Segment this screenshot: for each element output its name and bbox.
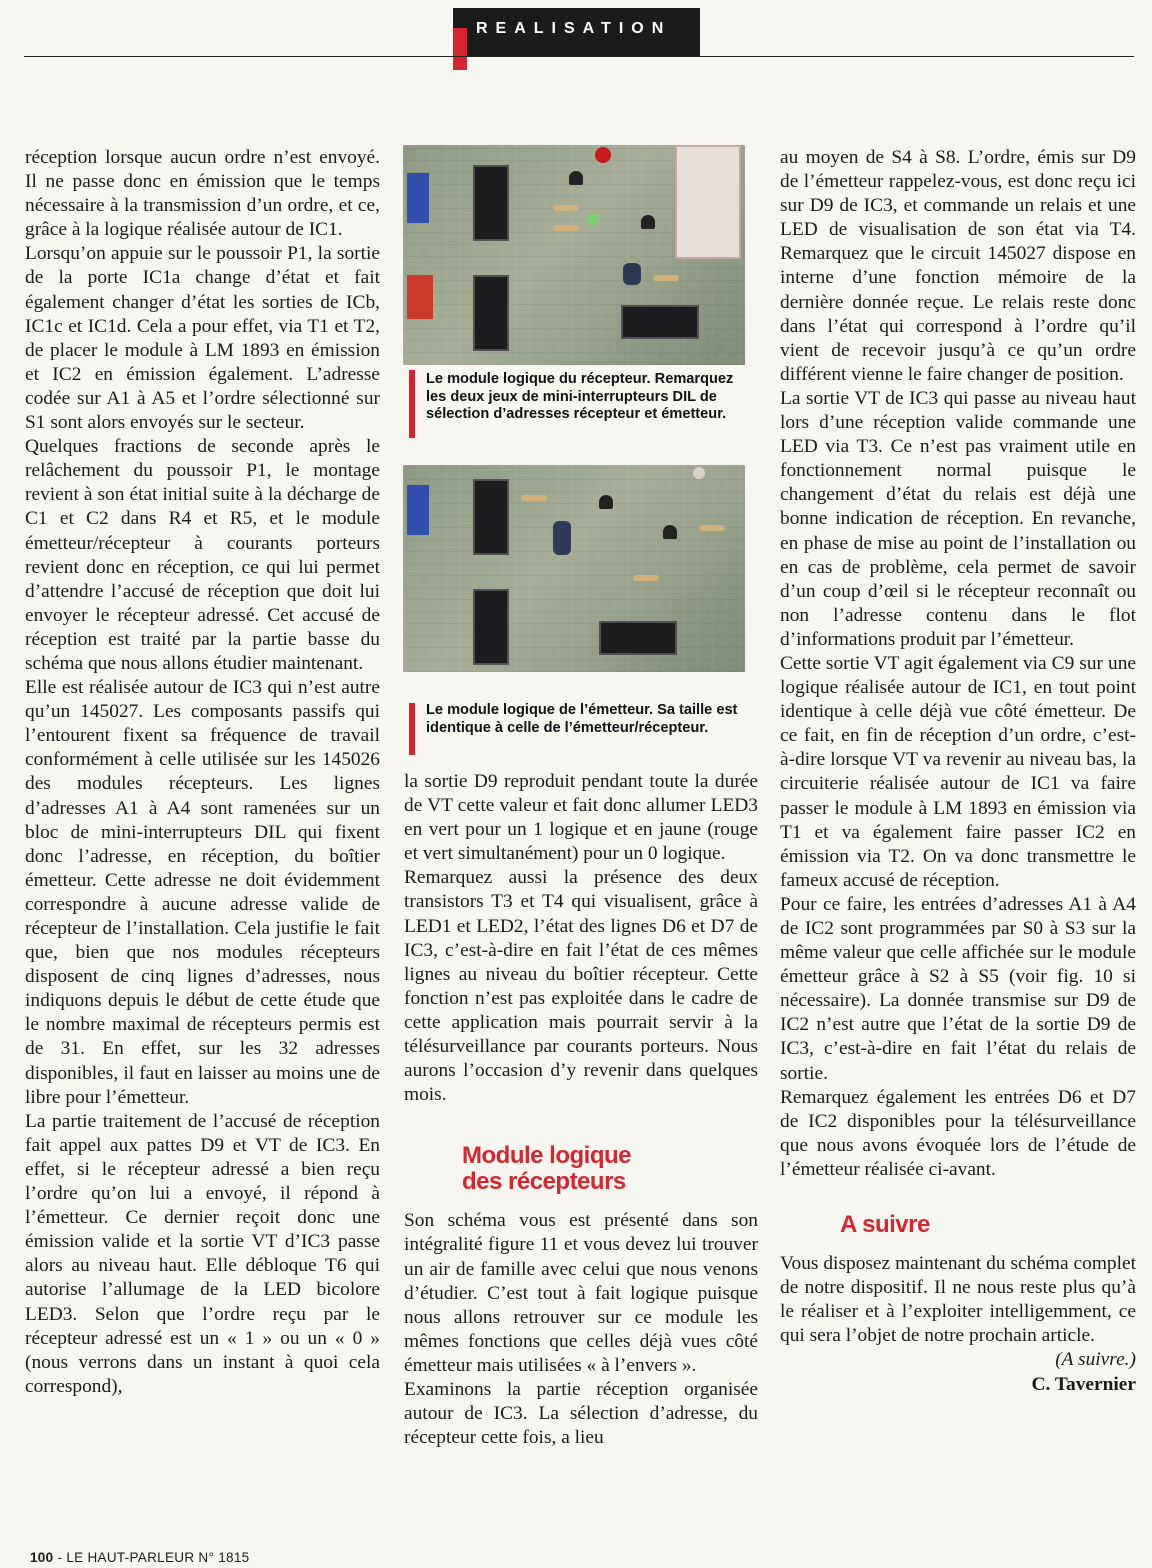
led xyxy=(693,467,705,479)
photo-receiver-logic-module xyxy=(403,145,745,365)
capacitor xyxy=(553,521,571,555)
transistor xyxy=(663,525,677,539)
transistor xyxy=(599,495,613,509)
transistor xyxy=(641,215,655,229)
to-be-continued: (A suivre.) xyxy=(1055,1349,1136,1371)
text-column-1 xyxy=(25,146,380,1399)
section-heading: A suivre xyxy=(840,1211,930,1239)
section-header-accent xyxy=(453,28,467,70)
paragraph: réception lorsque aucun ordre n’est envoyé. Il ne passe donc en émission que le temps nécessaire à la transmission d’un ordre, et ce, grâce à la logique réalisée autour de IC1. xyxy=(25,147,380,241)
header-rule xyxy=(24,56,1134,57)
text-column-2 xyxy=(404,770,758,1450)
resistor xyxy=(553,205,579,211)
ic-chip xyxy=(473,165,509,241)
photo-transmitter-logic-module xyxy=(403,465,745,672)
led-green xyxy=(587,213,599,225)
ic-chip xyxy=(473,275,509,351)
paragraph: Examinons la partie réception organisée autour de IC3. La sélection d’adresse, du récepteur cette fois, a lieu xyxy=(404,1378,758,1449)
text-column-3 xyxy=(780,146,1136,1397)
photo-caption-receiver: Le module logique du récepteur. Remarquez les deux jeux de mini-interrupteurs DIL de sélection d’adresses récepteur et émetteur. xyxy=(426,371,734,422)
led-red xyxy=(595,147,611,163)
resistor xyxy=(633,575,659,581)
paragraph: La sortie VT de IC3 qui passe au niveau haut lors d’une réception valide commande une LED via T3. Ce n’est pas vraiment utile en fonctionnement normal puisque le changement d’état du relais est déjà une bonne indication de réception. En revanche, en phase de mise au point de l’installation ou en cas de problème, cela permet de savoir d’un coup d’œil si le récepteur reconnaît ou non l’adresse contenu dans le flot d’informations produit par l’émetteur. xyxy=(780,387,1136,650)
resistor xyxy=(521,495,547,501)
paragraph: Cette sortie VT agit également via C9 sur une logique réalisée autour de IC1, en tout point identique à celle déjà vue côté émetteur. De ce fait, en fin de réception d’un ordre, c’est-à-dire lorsque VT va revenir au niveau bas, la circuiterie réalisée autour de IC1 va faire passer le module à LM 1893 en émission via T1 et va également faire passer IC2 en émission via T2. On va donc transmettre le fameux accusé de réception. xyxy=(780,652,1136,891)
capacitor xyxy=(623,263,641,285)
ic-chip xyxy=(473,479,509,555)
paragraph: Remarquez aussi la présence des deux transistors T3 et T4 qui visualisent, grâce à LED1 et LED2, l’état des lignes D6 et D7 de IC3, c’est-à-dire en fait l’état de ces mêmes lignes au niveau du boîtier récepteur. Cette fonction n’est pas exploitée dans le cadre de cette application mais pourrait servir à la télésurveillance par courants porteurs. Nous aurons l’occasion d’y revenir dans quelques mois. xyxy=(404,867,758,1106)
paragraph: Pour ce faire, les entrées d’adresses A1 à A4 de IC2 sont programmées par S0 à S3 sur la même valeur que celle affichée sur le module émetteur grâce à S2 à S5 (voir fig. 10 si nécessaire). La donnée transmise sur D9 de IC2 n’est autre que l’état de la sortie D9 de IC3, c’est-à-dire en fait l’état du relais de sortie. xyxy=(780,893,1136,1084)
dip-switch xyxy=(407,173,429,223)
paragraph: Elle est réalisée autour de IC3 qui n’est autre qu’un 145027. Les composants passifs qui l’entourent fixent sa fréquence de travail conformément à celle utilisée sur les 145026 des modules récepteurs. Les lignes d’adresses A1 à A4 sont ramenées sur un bloc de mini-interrupteurs DIL qui fixent donc l’adresse, en réception, du boîtier émetteur. Cette adresse ne doit évidemment correspondre à aucune adresse valide de récepteur de l’installation. Cela justifie le fait que, bien que nos modules récepteurs disposent de cinq lignes d’adresses, nous indiquons depuis le début de cette étude que le nombre maximal de récepteurs permis est de 31. En effet, sur les 32 adresses disponibles, il faut en laisser au moins une de libre pour l’émetteur. xyxy=(25,677,380,1108)
section-heading: Module logique des récepteurs xyxy=(462,1142,631,1196)
caption-accent-bar xyxy=(409,370,415,438)
paragraph: la sortie D9 reproduit pendant toute la durée de VT cette valeur et fait donc allumer LED3 en vert pour un 1 logique et en jaune (rouge et vert simultanément) pour un 0 logique. xyxy=(404,771,758,865)
paragraph: Remarquez également les entrées D6 et D7 de IC2 disponibles pour la télésurveillance que nous avons évoquée lors de l’étude de l’émetteur réalisée ci-avant. xyxy=(780,1086,1136,1180)
paragraph: La partie traitement de l’accusé de réception fait appel aux pattes D9 et VT de IC3. En effet, si le récepteur adressé a bien reçu l’ordre qu’on lui a envoyé, il répond à l’émetteur. Ce dernier reçoit donc une émission valide et la sortie VT d’IC3 passe alors au niveau haut. Elle débloque T6 qui autorise l’allumage de la LED bicolore LED3. Selon que l’ordre reçu par le récepteur adressé est un « 1 » ou un « 0 » (nous verrons dans un instant à quoi cela correspond), xyxy=(25,1110,380,1397)
paragraph: au moyen de S4 à S8. L’ordre, émis sur D9 de l’émetteur rappelez-vous, est donc reçu ici sur D9 de IC3, et commande un relais et une LED de visualisation de son état via T4. Remarquez que le circuit 145027 dispose en interne d’une fonction mémoire de la dernière donnée reçue. Le relais reste donc dans l’état qui correspond à l’ordre qu’il vient de recevoir jusqu’à ce qu’un ordre différent vienne le faire changer de position. xyxy=(780,147,1136,385)
paragraph: Lorsqu’on appuie sur le poussoir P1, la sortie de la porte IC1a change d’état et fait également changer d’état les sorties de ICb, IC1c et IC1d. Cela a pour effet, via T1 et T2, de placer le module à LM 1893 en émission et IC2 en émission également. L’adresse codée sur A1 à A5 et l’ordre sélectionné sur S1 sont alors envoyés sur le secteur. xyxy=(25,243,380,434)
ic-chip xyxy=(473,589,509,665)
dip-switch xyxy=(407,485,429,535)
section-title: REALISATION xyxy=(476,20,672,37)
page-footer xyxy=(30,1550,249,1565)
ic-chip xyxy=(621,305,699,339)
publication-name: - LE HAUT-PARLEUR N° 1815 xyxy=(53,1550,250,1565)
resistor xyxy=(653,275,679,281)
resistor xyxy=(699,525,725,531)
paragraph: Vous disposez maintenant du schéma complet de notre dispositif. Il ne nous reste plus qu’à le réaliser et à l’exploiter intelligemment, ce qui sera l’objet de notre prochain article. xyxy=(780,1253,1136,1347)
author-signature: C. Tavernier xyxy=(1031,1373,1136,1395)
relay xyxy=(675,145,741,259)
paragraph: Quelques fractions de seconde après le relâchement du poussoir P1, le montage revient à son état initial suite à la décharge de C1 et C2 dans R4 et R5, et le module émetteur/récepteur à courants porteurs revient donc en réception, ce qui lui permet d’attendre l’accusé de réception que doit lui envoyer le récepteur adressé. Cet accusé de réception est traité par la partie basse du schéma que nous allons étudier maintenant. xyxy=(25,436,380,674)
dip-switch xyxy=(407,275,433,319)
transistor xyxy=(569,171,583,185)
caption-accent-bar xyxy=(409,703,415,755)
photo-caption-transmitter: Le module logique de l’émetteur. Sa taille est identique à celle de l’émetteur/récepteur. xyxy=(426,702,738,736)
ic-chip xyxy=(599,621,677,655)
page-number: 100 xyxy=(30,1550,54,1565)
resistor xyxy=(553,225,579,231)
paragraph: Son schéma vous est présenté dans son intégralité figure 11 et vous devez lui trouver un air de famille avec celui que nous venons d’étudier. C’est tout à fait logique puisque nous allons retrouver sur ce module les mêmes fonctions que celles déjà vues côté émetteur mais utilisées « à l’envers ». xyxy=(404,1210,758,1376)
circuit-board xyxy=(403,465,745,672)
